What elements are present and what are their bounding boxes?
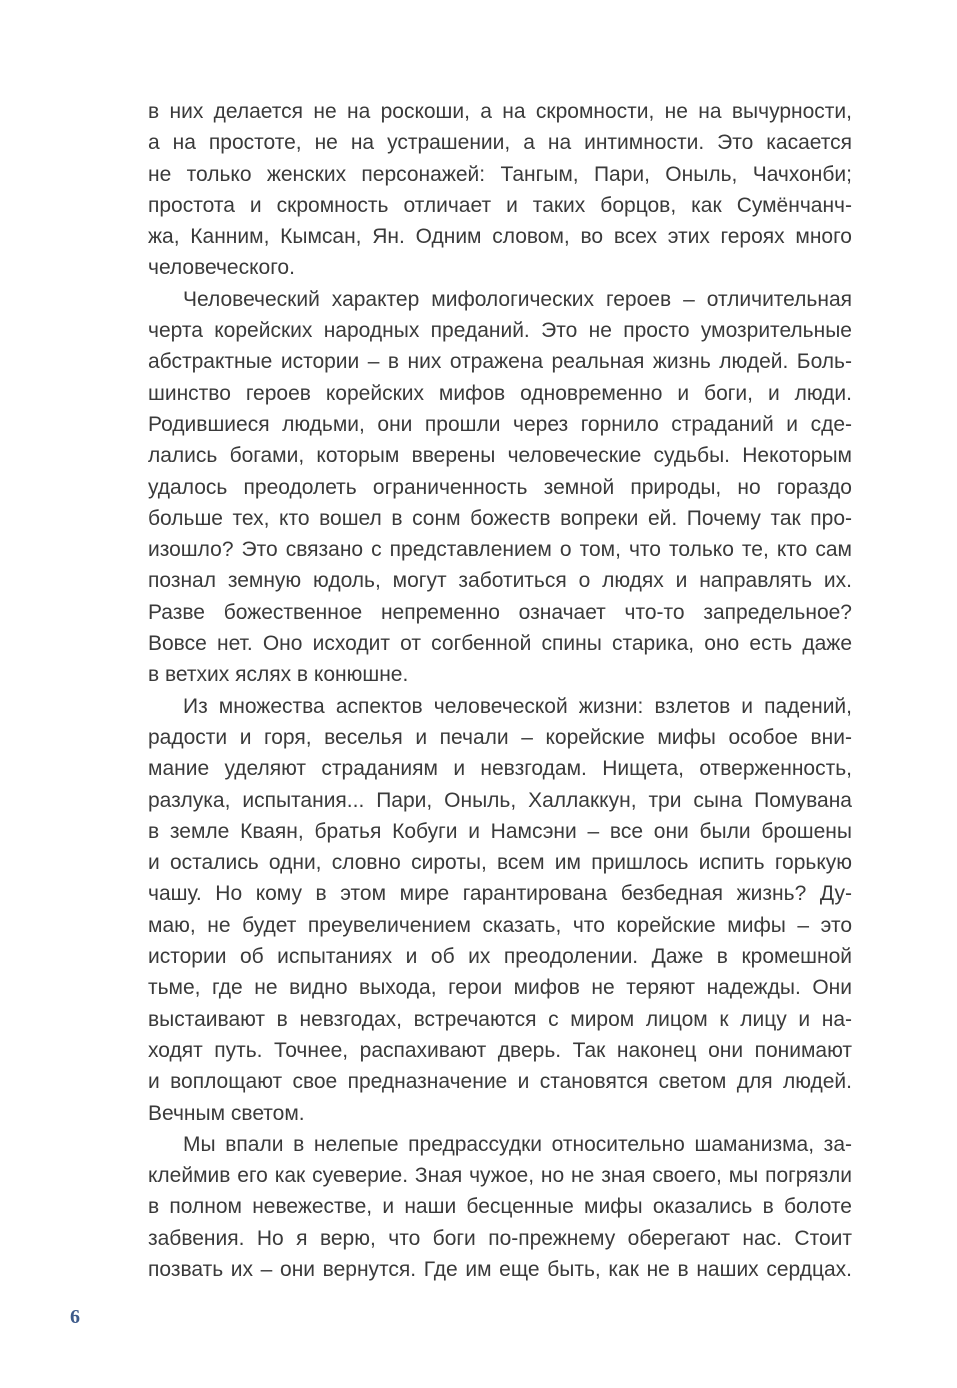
text-line: Вовсе нет. Оно исходит от согбенной спины старика, оно есть даже: [148, 632, 852, 656]
text-line: лались богами, которым вверены человеческие судьбы. Некоторым: [148, 444, 852, 468]
text-line: в полном невежестве, и наши бесценные мифы оказались в болоте: [148, 1195, 852, 1219]
text-line: удалось преодолеть ограниченность земной природы, но гораздо: [148, 475, 852, 499]
text-line: Из множества аспектов человеческой жизни: взлетов и падений,: [183, 694, 852, 718]
text-line: Родившиеся людьми, они прошли через горнило страданий и сде-: [148, 412, 852, 436]
text-line: истории об испытаниях и об их преодолении. Даже в кромешной: [148, 945, 852, 969]
text-line: Вечным светом.: [148, 1101, 305, 1125]
text-line: мание уделяют страданиям и невзгодам. Нищета, отверженность,: [148, 757, 852, 781]
paragraph-1: [148, 96, 852, 284]
text-line: и остались одни, словно сироты, всем им пришлось испить горькую: [148, 851, 852, 875]
text-line: тьме, где не видно выхода, герои мифов не теряют надежды. Они: [148, 976, 852, 1000]
text-line: простота и скромность отличает и таких борцов, как Сумёнчанч-: [148, 193, 852, 217]
paragraph-4: [148, 1129, 852, 1285]
text-line: познал земную юдоль, могут заботиться о людях и направлять их.: [148, 569, 852, 593]
page-number: 6: [70, 1306, 80, 1328]
text-line: шинство героев корейских мифов одновременно и боги, и люди.: [148, 381, 852, 405]
text-line: ходят путь. Точнее, распахивают дверь. Так наконец они понимают: [148, 1038, 852, 1062]
text-line: разлука, испытания... Пари, Оныль, Халлаккун, три сына Помувана: [148, 788, 852, 812]
text-line: выстаивают в невзгодах, встречаются с миром лицом к лицу и на-: [148, 1007, 852, 1031]
text-line: изошло? Это связано с представлением о том, что только те, кто сам: [148, 538, 852, 562]
paragraph-3: [148, 691, 852, 1129]
text-line: забвения. Но я верю, что боги по-прежнему оберегают нас. Стоит: [148, 1226, 852, 1250]
text-line: радости и горя, веселья и печали – корейские мифы особое вни-: [148, 725, 852, 749]
text-line: Разве божественное непременно означает что-то запредельное?: [148, 600, 852, 624]
text-line: в ветхих яслях в конюшне.: [148, 663, 409, 687]
text-line: абстрактные истории – в них отражена реальная жизнь людей. Боль-: [148, 350, 852, 374]
text-line: в них делается не на роскоши, а на скромности, не на вычурности,: [148, 100, 852, 123]
text-line: Мы впали в нелепые предрассудки относительно шаманизма, за-: [183, 1132, 852, 1156]
text-line: клеймив его как суеверие. Зная чужое, но не зная своего, мы погрязли: [148, 1164, 852, 1188]
text-line: черта корейских народных преданий. Это не просто умозрительные: [148, 319, 852, 343]
paragraph-2: [148, 284, 852, 691]
text-line: маю, не будет преувеличением сказать, что корейские мифы – это: [148, 913, 852, 937]
text-line: позвать их – они вернутся. Где им еще быть, как не в наших сердцах.: [148, 1257, 852, 1281]
text-line: не только женских персонажей: Тангым, Пари, Оныль, Чачхонби;: [148, 162, 852, 186]
text-line: чашу. Но кому в этом мире гарантирована безбедная жизнь? Ду-: [148, 882, 852, 906]
text-line: в земле Кваян, братья Кобуги и Намсэни – все они были брошены: [148, 819, 852, 843]
text-line: Человеческий характер мифологических героев – отличительная: [183, 287, 852, 311]
text-line: и воплощают свое предназначение и становятся светом для людей.: [148, 1070, 852, 1094]
page-body: [148, 96, 852, 1285]
text-line: больше тех, кто вошел в сонм божеств вопреки ей. Почему так про-: [148, 506, 852, 530]
text-line: а на простоте, не на устрашении, а на интимности. Это касается: [148, 131, 852, 155]
text-line: жа, Канним, Кымсан, Ян. Одним словом, во всех этих героях много: [148, 225, 852, 249]
text-line: человеческого.: [148, 256, 295, 280]
